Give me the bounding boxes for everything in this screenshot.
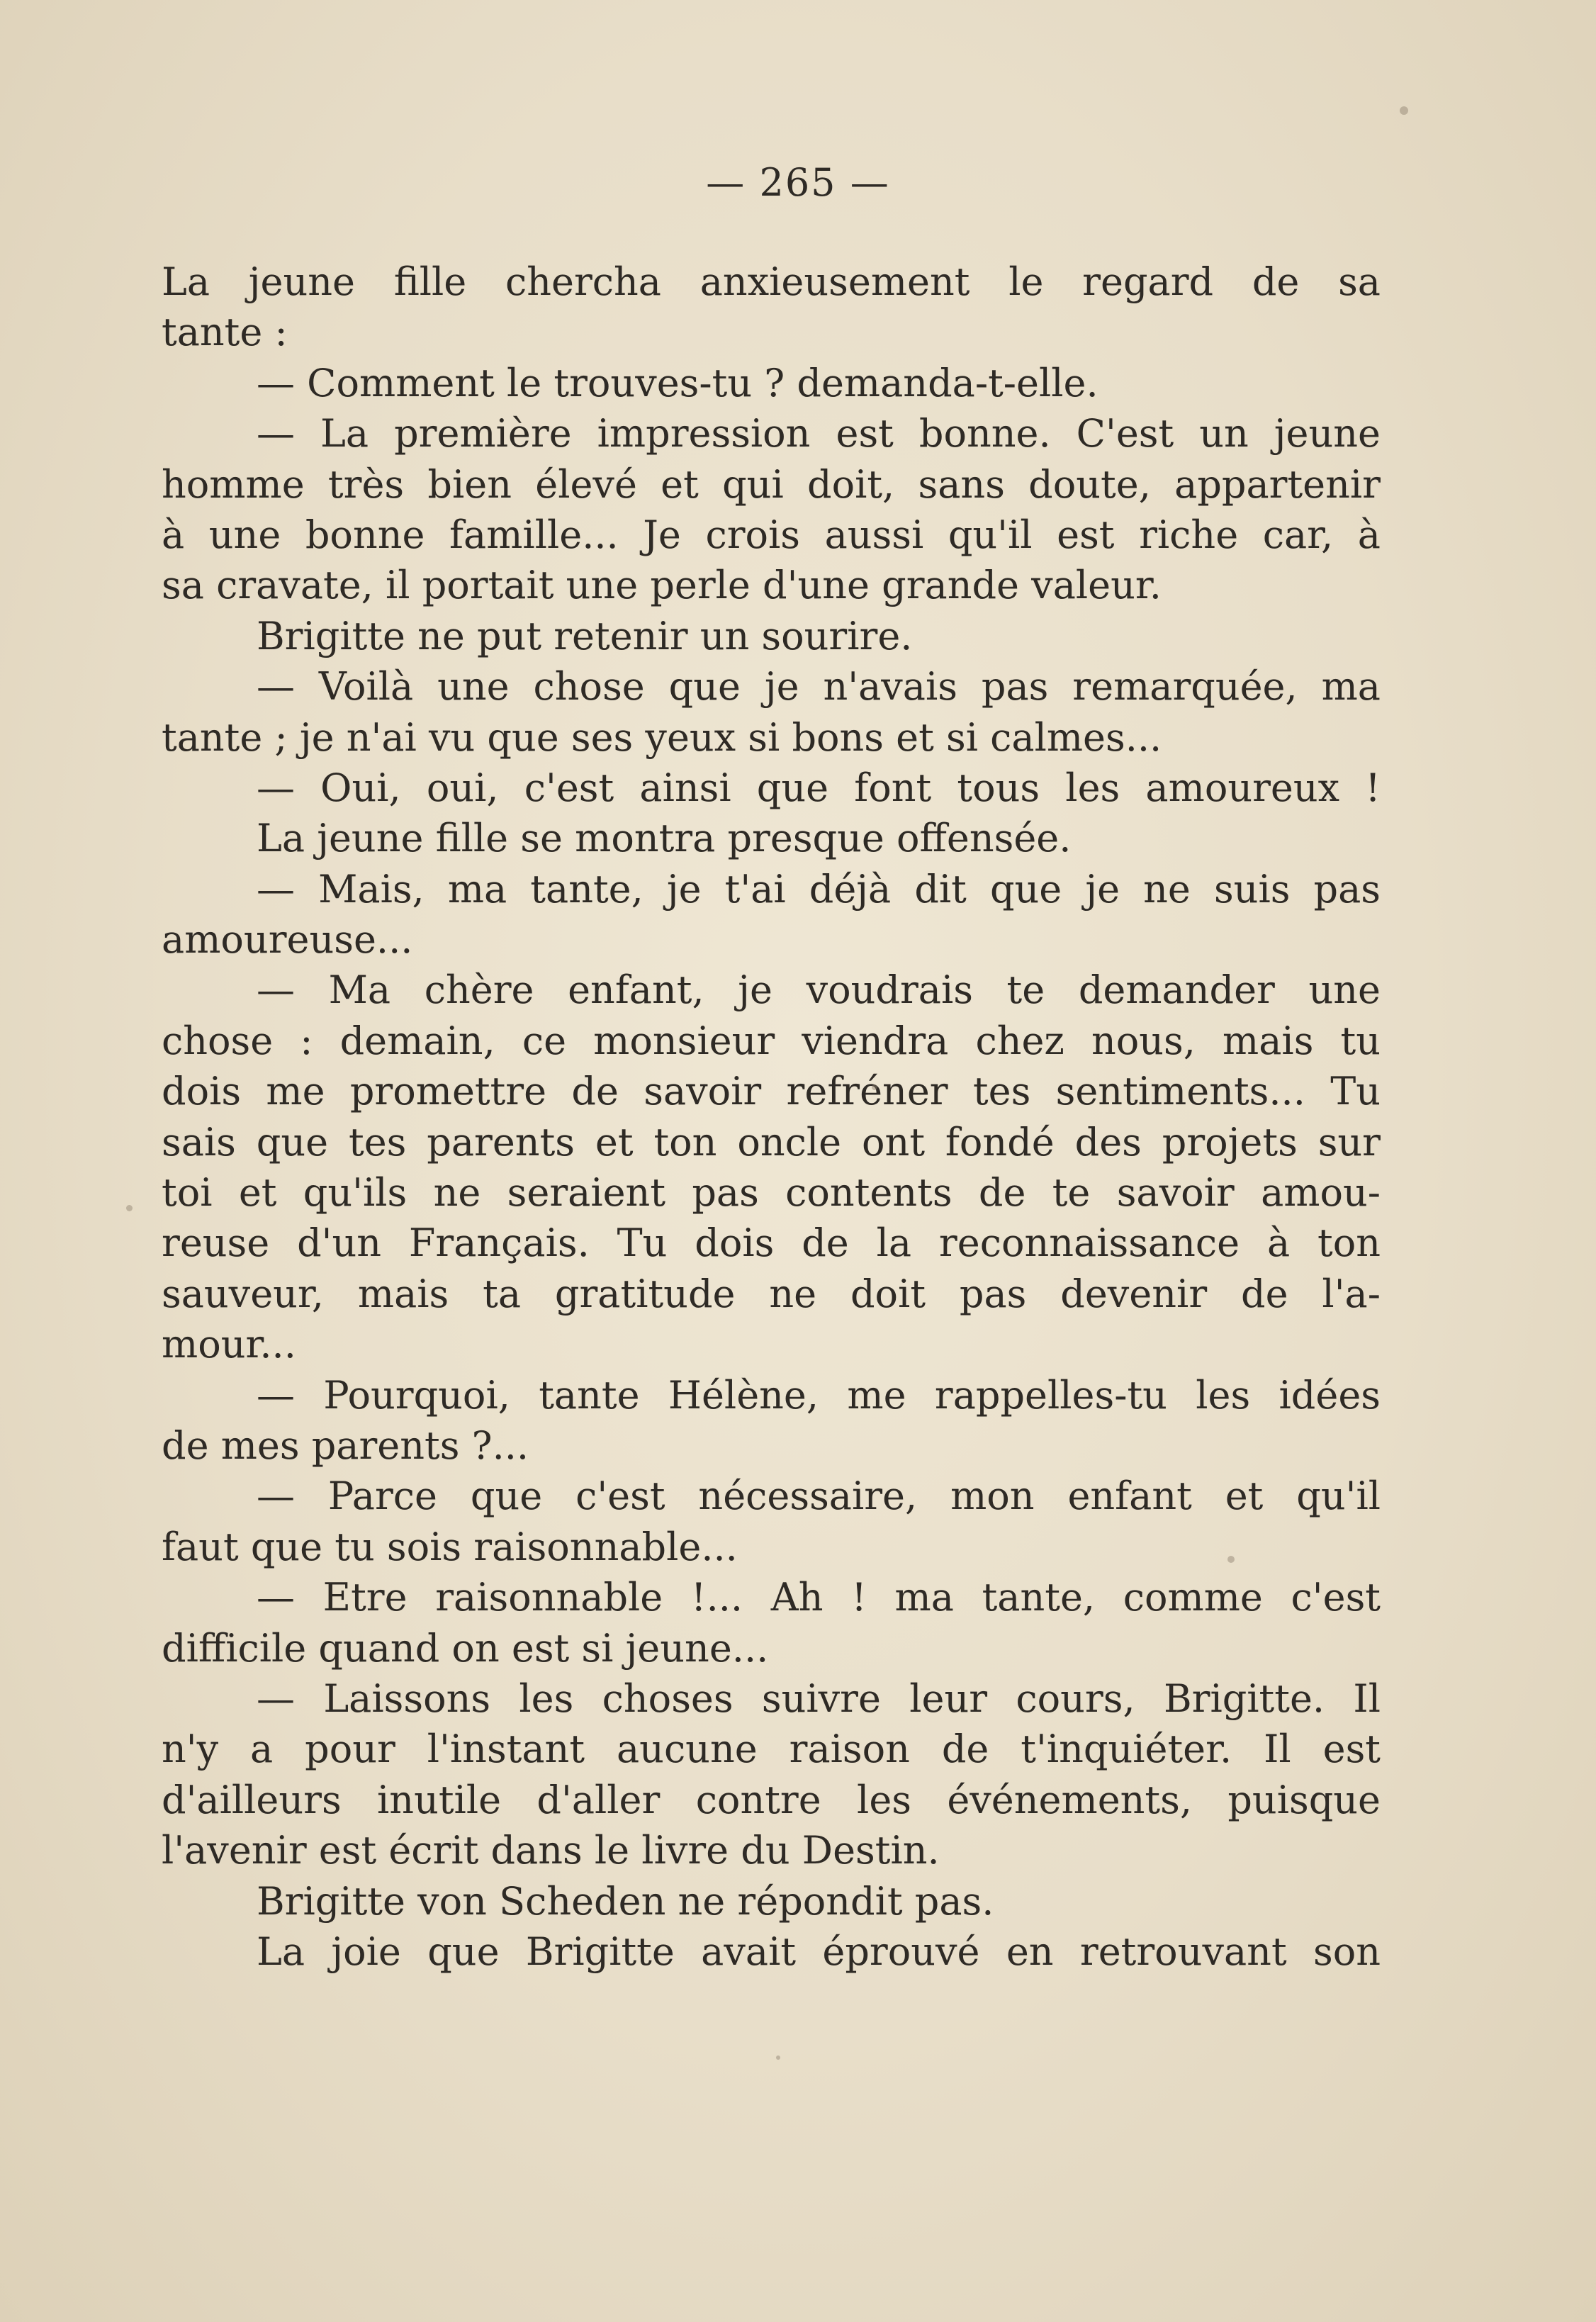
text-line: reuse d'un Français. Tu dois de la reconnaissance à ton: [162, 1221, 1381, 1266]
text-line: l'avenir est écrit dans le livre du Destin.: [162, 1828, 940, 1873]
text-line: d'ailleurs inutile d'aller contre les événements, puisque: [162, 1777, 1381, 1822]
paper-speck: [126, 1205, 133, 1211]
text-line: La jeune fille se montra presque offensée.: [257, 816, 1072, 861]
text-line: chose : demain, ce monsieur viendra chez nous, mais tu: [162, 1018, 1381, 1063]
text-line: — Ma chère enfant, je voudrais te demander une: [257, 968, 1381, 1013]
text-line: homme très bien élevé et qui doit, sans doute, appartenir: [162, 461, 1381, 507]
paper-speck: [776, 2055, 780, 2060]
text-line: sa cravate, il portait une perle d'une grande valeur.: [162, 563, 1162, 608]
text-line: mour...: [162, 1322, 296, 1367]
text-line: — Parce que c'est nécessaire, mon enfant et qu'il: [257, 1474, 1381, 1519]
paper-speck: [1227, 1556, 1235, 1563]
page-number: — 265 —: [706, 160, 890, 205]
paper-speck: [1400, 106, 1408, 115]
text-line: — Mais, ma tante, je t'ai déjà dit que je ne suis pas: [257, 866, 1381, 912]
text-line: sais que tes parents et ton oncle ont fondé des projets sur: [162, 1119, 1381, 1165]
text-line: — Etre raisonnable !... Ah ! ma tante, comme c'est: [257, 1575, 1381, 1620]
body-text: [162, 257, 1381, 1977]
text-line: Brigitte ne put retenir un sourire.: [257, 613, 913, 658]
text-line: n'y a pour l'instant aucune raison de t'inquiéter. Il est: [162, 1727, 1381, 1772]
text-line: — Laissons les choses suivre leur cours, Brigitte. Il: [257, 1676, 1381, 1721]
text-line: faut que tu sois raisonnable...: [162, 1524, 738, 1569]
text-line: La jeune fille chercha anxieusement le regard de sa: [162, 259, 1381, 304]
text-line: tante :: [162, 310, 288, 355]
text-line: à une bonne famille... Je crois aussi qu'il est riche car, à: [162, 512, 1381, 557]
text-line: de mes parents ?...: [162, 1423, 529, 1468]
text-line: difficile quand on est si jeune...: [162, 1625, 769, 1671]
text-line: sauveur, mais ta gratitude ne doit pas devenir de l'a-: [162, 1271, 1381, 1316]
text-line: — Oui, oui, c'est ainsi que font tous les amoureux !: [257, 765, 1381, 810]
text-line: tante ; je n'ai vu que ses yeux si bons et si calmes...: [162, 714, 1162, 760]
text-line: La joie que Brigitte avait éprouvé en retrouvant son: [257, 1929, 1381, 1974]
text-line: — La première impression est bonne. C'est un jeune: [257, 411, 1381, 456]
text-line: — Voilà une chose que je n'avais pas remarquée, ma: [257, 664, 1381, 710]
text-line: — Pourquoi, tante Hélène, me rappelles-tu les idées: [257, 1372, 1381, 1418]
text-line: Brigitte von Scheden ne répondit pas.: [257, 1878, 994, 1924]
text-line: — Comment le trouves-tu ? demanda-t-elle.: [257, 360, 1098, 405]
text-line: dois me promettre de savoir refréner tes sentiments... Tu: [162, 1069, 1381, 1114]
paper-speck: [872, 1084, 877, 1090]
text-line: amoureuse...: [162, 917, 413, 963]
text-line: toi et qu'ils ne seraient pas contents de te savoir amou-: [162, 1170, 1381, 1216]
